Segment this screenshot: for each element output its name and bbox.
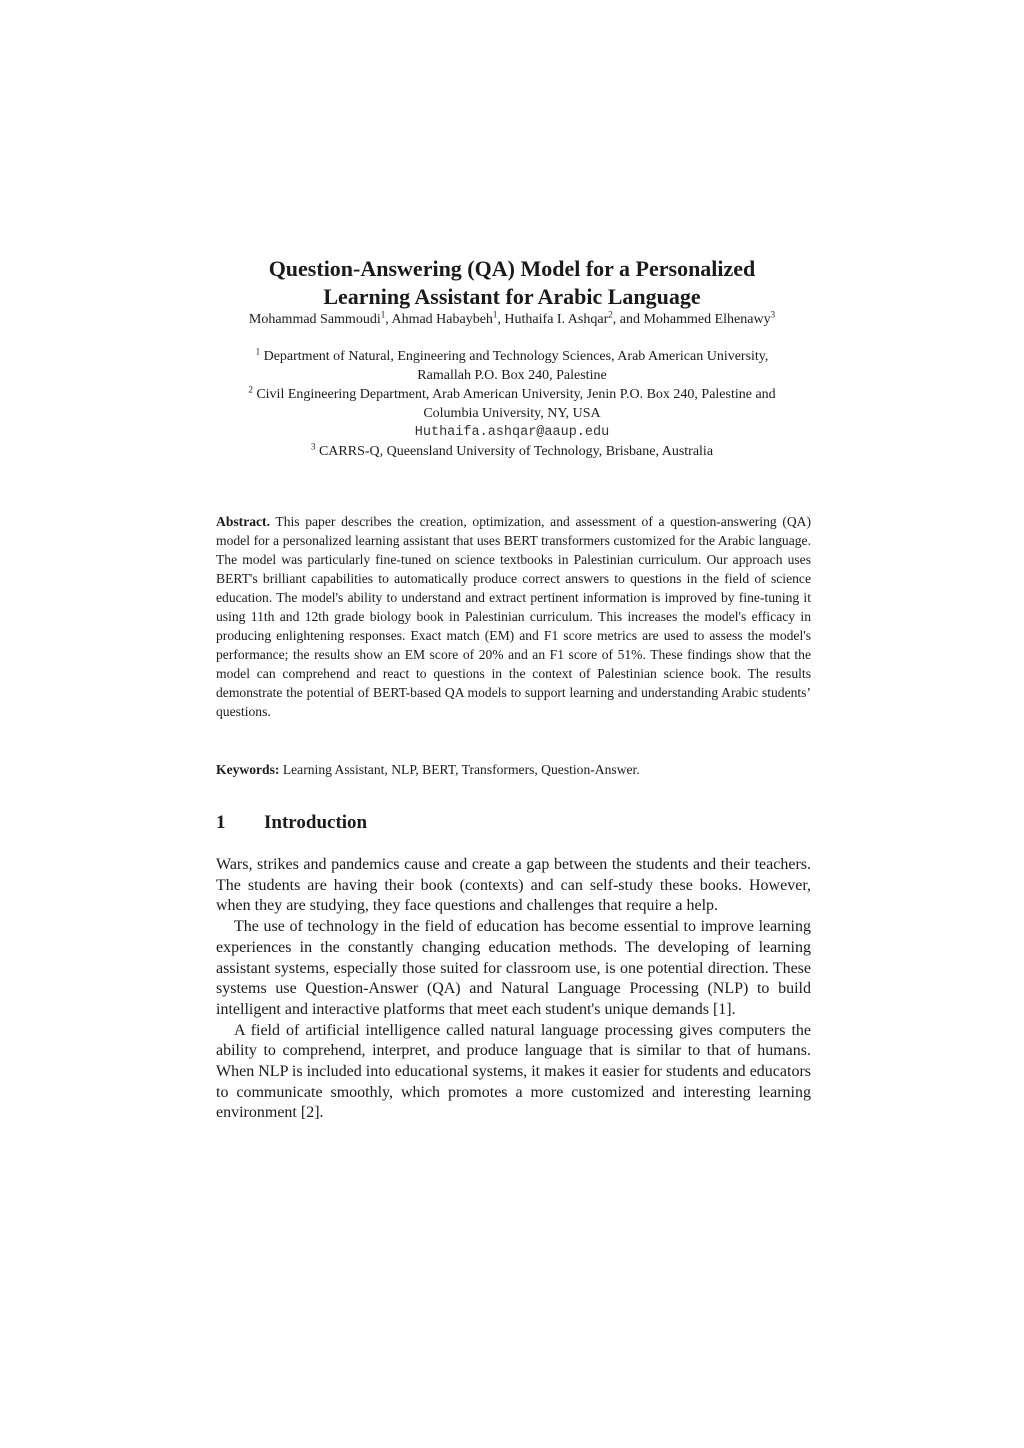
title-line-1: Question-Answering (QA) Model for a Personalized — [268, 256, 756, 281]
title-line-2: Learning Assistant for Arabic Language — [323, 284, 701, 309]
abstract-text: This paper describes the creation, optimization, and assessment of a question-answering (QA) model for a personalized learning assistant that uses BERT transformers customized for the Arabic language. The model was particularly fine-tuned on science textbooks in Palestinian curriculum. Our approach uses BERT's brilliant capabilities to automatically produce correct answers to questions in the field of science education. The model's ability to understand and extract pertinent information is improved by fine-tuning it using 11th and 12th grade biology book in Palestinian curriculum. This increases the model's efficacy in producing enlightening responses. Exact match (EM) and F1 score metrics are used to assess the model's performance; the results show an EM score of 20% and an F1 score of 51%. These findings show that the model can comprehend and react to questions in the context of Palestinian science book. The results demonstrate the potential of BERT-based QA models to support learning and understanding Arabic students’ questions. — [216, 514, 812, 719]
affiliation-marker: 3 — [310, 441, 316, 452]
author-name: Mohammad Sammoudi — [248, 312, 381, 327]
affiliation-2-line-1: $^2$ Civil Engineering Department, Arab American University, Jenin P.O. Box 240, Palestine and — [248, 384, 776, 402]
author-list — [150, 311, 874, 329]
keywords — [216, 760, 811, 779]
author-name: Ahmad Habaybeh — [391, 312, 493, 327]
affiliation-1-line-1: $^1$ Department of Natural, Engineering and Technology Sciences, Arab American University, — [255, 346, 769, 364]
author-affil-marker: 1 — [380, 309, 386, 320]
section-heading-introduction — [216, 811, 367, 835]
affiliation-1-line-2: Ramallah P.O. Box 240, Palestine — [417, 368, 607, 383]
paper-title — [150, 255, 874, 311]
contact-email[interactable]: Huthaifa.ashqar@aaup.edu — [414, 425, 610, 440]
paragraph: The use of technology in the field of education has become essential to improve learning experiences in the constantly changing education methods. The developing of learning assistant systems, especially those suited for classroom use, is one potential direction. These systems use Question-Answer (QA) and Natural Language Processing (NLP) to build intelligent and interactive platforms that meet each student's unique demands [1]. — [216, 918, 811, 1018]
author-name: Huthaifa I. Ashqar — [504, 312, 609, 327]
section-number: 1 — [216, 812, 226, 833]
paragraph: A field of artificial intelligence called natural language processing gives computers the ability to comprehend, interpret, and produce language that is similar to that of humans. When NLP is included into educational systems, it makes it easier for students and educators to communicate smoothly, which promotes a more customized and interesting learning environment [2]. — [216, 1021, 811, 1122]
author-separator: , and — [612, 312, 644, 327]
affiliations — [150, 347, 874, 461]
affiliation-3-line-1: $^3$ CARRS-Q, Queensland University of Technology, Brisbane, Australia — [310, 441, 714, 459]
author-affil-marker: 3 — [770, 309, 776, 320]
keywords-text: Learning Assistant, NLP, BERT, Transformers, Question-Answer. — [282, 762, 640, 777]
affiliation-marker: 2 — [248, 384, 253, 395]
abstract-label: Abstract. — [216, 514, 270, 529]
author-affil-marker: 2 — [608, 309, 613, 320]
affiliation-2-line-2: Columbia University, NY, USA — [423, 406, 601, 421]
keywords-label: Keywords: — [216, 762, 280, 777]
section-title: Introduction — [264, 812, 368, 833]
paragraph: Wars, strikes and pandemics cause and create a gap between the students and their teachers. The students are having their book (contexts) and can self-study these books. However, when they are studying, they face questions and challenges that require a help. — [216, 856, 811, 915]
affiliation-marker: 1 — [255, 346, 261, 357]
author-separator: , — [497, 312, 505, 327]
abstract — [216, 512, 811, 721]
author-affil-marker: 1 — [492, 309, 498, 320]
author-name: Mohammed Elhenawy — [643, 312, 771, 327]
introduction-body — [216, 855, 811, 1124]
author-separator: , — [385, 312, 392, 327]
